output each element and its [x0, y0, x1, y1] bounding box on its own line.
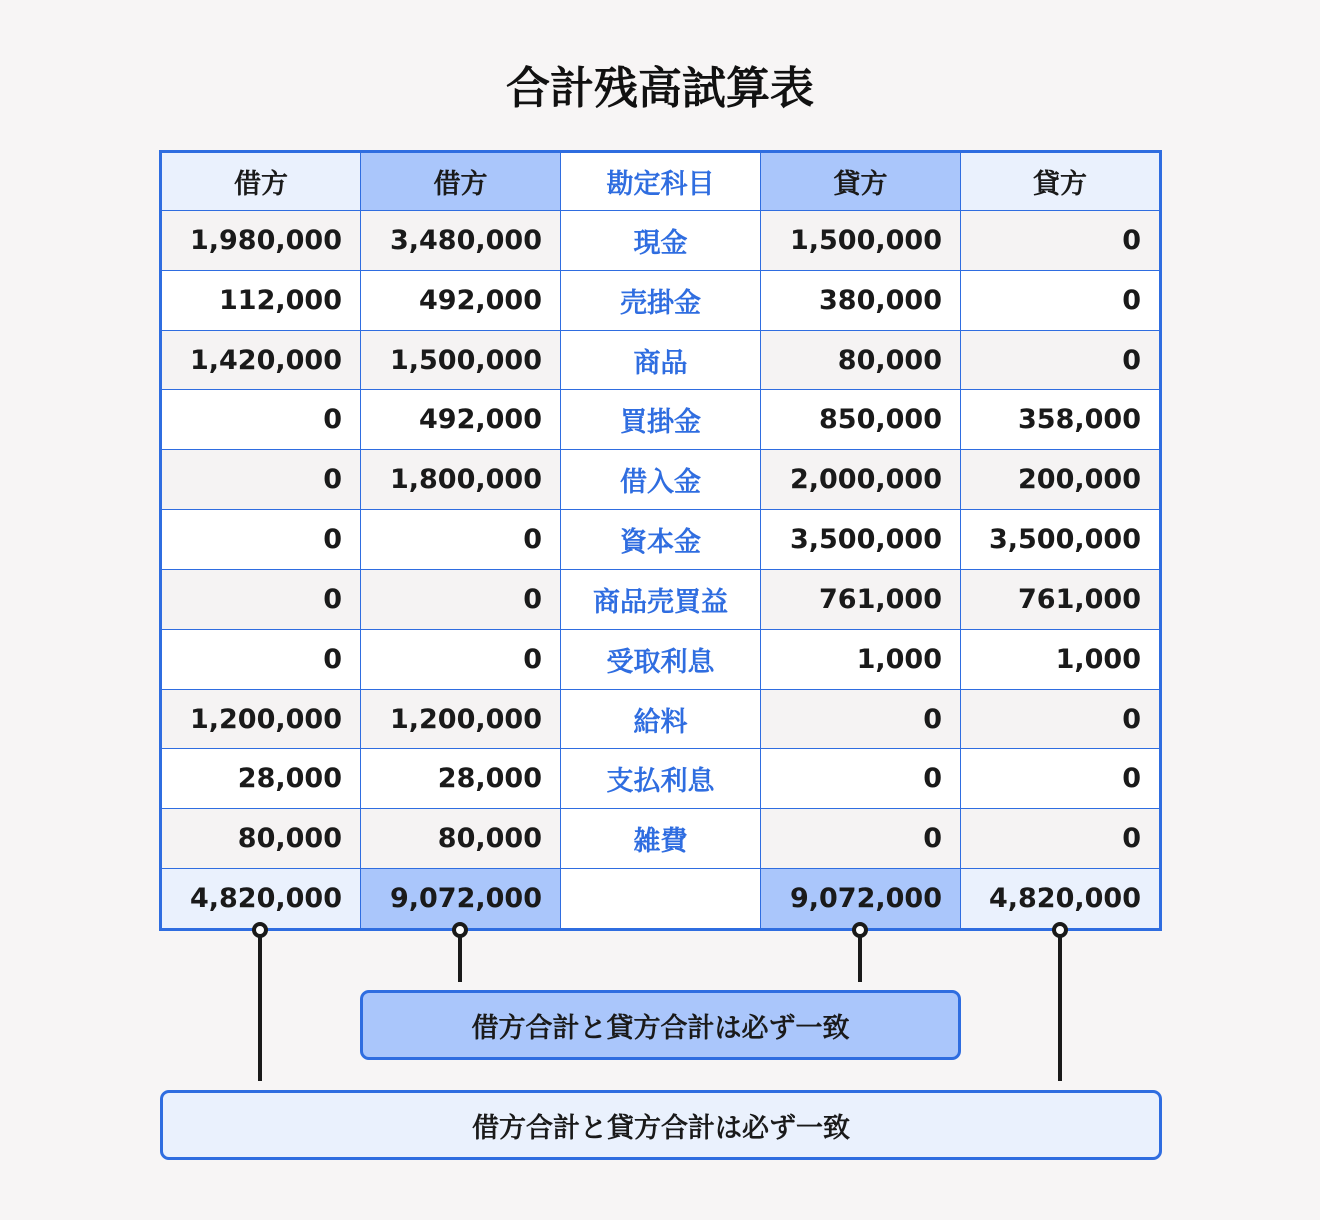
account-cell: 給料 — [561, 689, 761, 749]
trial-balance-table — [159, 150, 1162, 931]
debit-total-cell: 80,000 — [361, 809, 561, 869]
credit-balance-cell: 0 — [961, 211, 1161, 271]
header-row — [161, 152, 1161, 211]
connector-dot-debit-balance — [252, 922, 268, 938]
debit-total-cell: 1,200,000 — [361, 689, 561, 749]
debit-total-cell: 3,480,000 — [361, 211, 561, 271]
header-debit-balance: 借方 — [161, 152, 361, 211]
credit-balance-cell: 0 — [961, 809, 1161, 869]
connector-line-debit-total — [458, 937, 462, 982]
debit-total-cell: 0 — [361, 510, 561, 570]
credit-total-cell: 3,500,000 — [761, 510, 961, 570]
connector-line-debit-balance — [258, 937, 262, 1081]
table-row — [161, 211, 1161, 271]
account-cell: 商品 — [561, 330, 761, 390]
credit-total-cell: 80,000 — [761, 330, 961, 390]
table-row — [161, 450, 1161, 510]
total-debit-balance: 4,820,000 — [161, 869, 361, 930]
account-cell: 借入金 — [561, 450, 761, 510]
account-cell: 買掛金 — [561, 390, 761, 450]
credit-total-cell: 0 — [761, 749, 961, 809]
header-account: 勘定科目 — [561, 152, 761, 211]
credit-balance-cell: 358,000 — [961, 390, 1161, 450]
debit-balance-cell: 1,200,000 — [161, 689, 361, 749]
credit-balance-cell: 200,000 — [961, 450, 1161, 510]
total-credit-balance: 4,820,000 — [961, 869, 1161, 930]
credit-balance-cell: 3,500,000 — [961, 510, 1161, 570]
connector-line-credit-total — [858, 937, 862, 982]
credit-total-cell: 1,000 — [761, 629, 961, 689]
debit-balance-cell: 0 — [161, 510, 361, 570]
credit-balance-cell: 0 — [961, 330, 1161, 390]
credit-balance-cell: 761,000 — [961, 569, 1161, 629]
debit-balance-cell: 112,000 — [161, 270, 361, 330]
debit-balance-cell: 1,420,000 — [161, 330, 361, 390]
debit-total-cell: 492,000 — [361, 390, 561, 450]
debit-total-cell: 0 — [361, 569, 561, 629]
note-totals-match — [360, 990, 961, 1060]
debit-balance-cell: 0 — [161, 629, 361, 689]
total-debit-total: 9,072,000 — [361, 869, 561, 930]
credit-balance-cell: 0 — [961, 270, 1161, 330]
header-debit-total: 借方 — [361, 152, 561, 211]
connector-line-credit-balance — [1058, 937, 1062, 1081]
account-cell: 雑費 — [561, 809, 761, 869]
credit-total-cell: 0 — [761, 689, 961, 749]
table-row — [161, 270, 1161, 330]
debit-balance-cell: 28,000 — [161, 749, 361, 809]
table-row — [161, 510, 1161, 570]
credit-balance-cell: 0 — [961, 689, 1161, 749]
debit-total-cell: 0 — [361, 629, 561, 689]
credit-total-cell: 1,500,000 — [761, 211, 961, 271]
header-credit-balance: 貸方 — [961, 152, 1161, 211]
total-account-cell — [561, 869, 761, 930]
account-cell: 受取利息 — [561, 629, 761, 689]
debit-total-cell: 492,000 — [361, 270, 561, 330]
table-row — [161, 809, 1161, 869]
credit-total-cell: 850,000 — [761, 390, 961, 450]
note-balances-match — [160, 1090, 1162, 1160]
connector-dot-credit-total — [852, 922, 868, 938]
debit-total-cell: 1,800,000 — [361, 450, 561, 510]
debit-balance-cell: 0 — [161, 390, 361, 450]
credit-balance-cell: 1,000 — [961, 629, 1161, 689]
debit-balance-cell: 1,980,000 — [161, 211, 361, 271]
debit-total-cell: 1,500,000 — [361, 330, 561, 390]
credit-total-cell: 2,000,000 — [761, 450, 961, 510]
table-row — [161, 689, 1161, 749]
totals-row — [161, 869, 1161, 930]
credit-total-cell: 380,000 — [761, 270, 961, 330]
debit-balance-cell: 0 — [161, 450, 361, 510]
connector-dot-credit-balance — [1052, 922, 1068, 938]
account-cell: 売掛金 — [561, 270, 761, 330]
credit-balance-cell: 0 — [961, 749, 1161, 809]
account-cell: 支払利息 — [561, 749, 761, 809]
account-cell: 資本金 — [561, 510, 761, 570]
header-credit-total: 貸方 — [761, 152, 961, 211]
note-balances-match-text: 借方合計と貸方合計は必ず一致 — [472, 1112, 850, 1144]
table-row — [161, 569, 1161, 629]
table-row — [161, 330, 1161, 390]
account-cell: 商品売買益 — [561, 569, 761, 629]
total-credit-total: 9,072,000 — [761, 869, 961, 930]
credit-total-cell: 761,000 — [761, 569, 961, 629]
connector-dot-debit-total — [452, 922, 468, 938]
credit-total-cell: 0 — [761, 809, 961, 869]
note-totals-match-text: 借方合計と貸方合計は必ず一致 — [471, 1012, 850, 1044]
debit-total-cell: 28,000 — [361, 749, 561, 809]
account-cell: 現金 — [561, 211, 761, 271]
table-row — [161, 749, 1161, 809]
table-row — [161, 390, 1161, 450]
debit-balance-cell: 80,000 — [161, 809, 361, 869]
table-row — [161, 629, 1161, 689]
debit-balance-cell: 0 — [161, 569, 361, 629]
page-title: 合計残高試算表 — [506, 63, 814, 114]
